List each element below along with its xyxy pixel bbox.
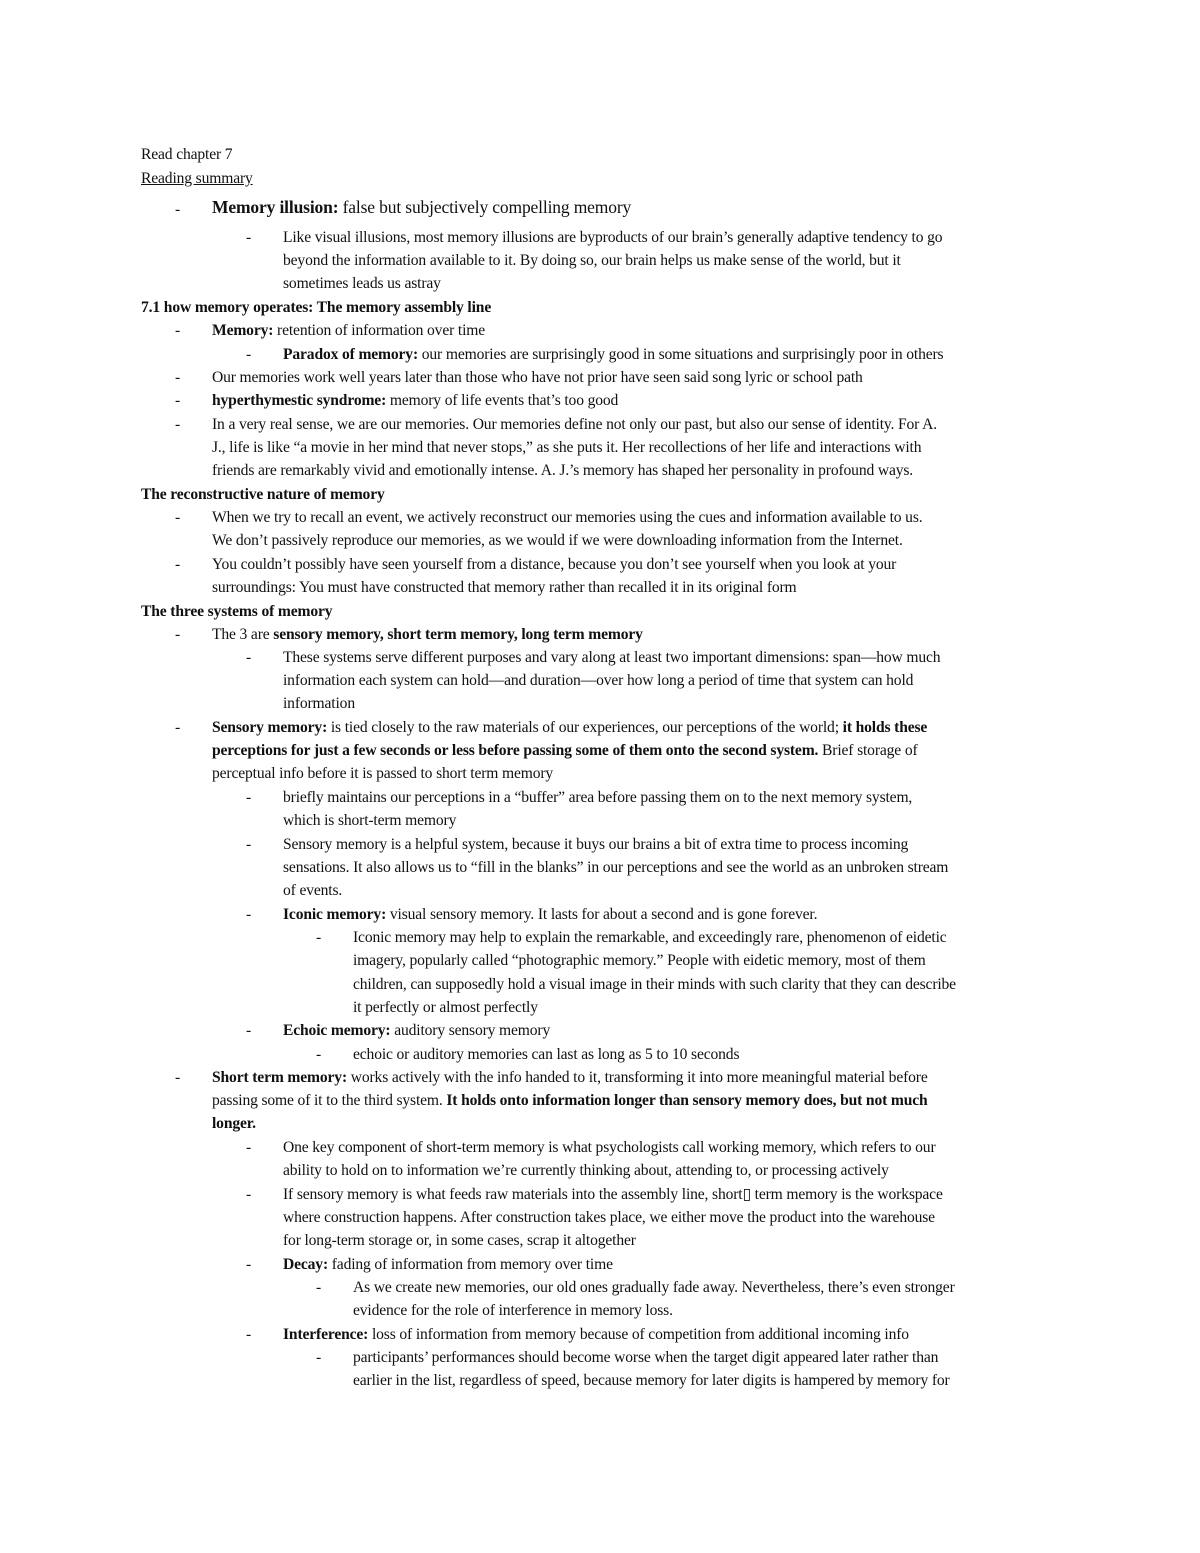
- text-line: [212, 366, 863, 389]
- text-span: briefly maintains our perceptions in a “buffer” area before passing them on to the next memory system,: [283, 789, 913, 806]
- text-line: [283, 1183, 943, 1206]
- text-span: children, can supposedly hold a visual image in their minds with such clarity that they can describe: [353, 976, 956, 993]
- text-line: [283, 856, 948, 879]
- bold-term: longer.: [212, 1115, 256, 1132]
- text-line: [212, 196, 631, 219]
- text-line: [212, 506, 923, 529]
- bold-term: Short term memory:: [212, 1069, 347, 1086]
- bold-term: sensory memory, short term memory, long term memory: [273, 626, 643, 643]
- text-line: [283, 1019, 550, 1042]
- text-line: [353, 1369, 950, 1392]
- text-span: The 3 are: [212, 626, 274, 643]
- text-line: [212, 319, 485, 342]
- bullet-dash: -: [246, 1139, 252, 1156]
- text-line: [212, 623, 643, 646]
- text-line: [283, 1323, 909, 1346]
- text-span: participants’ performances should become worse when the target digit appeared later rather than: [353, 1349, 939, 1366]
- text-line: [212, 576, 797, 599]
- text-line: [353, 996, 538, 1019]
- bullet-dash: -: [246, 836, 252, 853]
- text-span: fading of information from memory over time: [328, 1256, 613, 1273]
- text-line: [283, 692, 355, 715]
- text-span: visual sensory memory. It lasts for about a second and is gone forever.: [386, 906, 818, 923]
- text-line: [212, 413, 937, 436]
- text-line: [212, 739, 918, 762]
- text-line: [353, 1043, 739, 1066]
- text-line: [283, 1136, 936, 1159]
- text-line: [212, 1089, 928, 1112]
- text-line: [141, 483, 385, 506]
- bold-term: it holds these: [842, 719, 928, 736]
- text-span: Sensory memory is a helpful system, because it buys our brains a bit of extra time to process incoming: [283, 836, 909, 853]
- text-line: [353, 926, 947, 949]
- bullet-dash: -: [175, 392, 181, 409]
- text-line: [353, 949, 926, 972]
- text-line: [212, 529, 903, 552]
- bullet-dash: -: [246, 1186, 252, 1203]
- bullet-dash: -: [316, 929, 322, 946]
- text-span: echoic or auditory memories can last as long as 5 to 10 seconds: [353, 1046, 740, 1063]
- text-span: which is short-term memory: [283, 812, 457, 829]
- text-line: [283, 646, 940, 669]
- bold-term: It holds onto information longer than sensory memory does, but not much: [446, 1092, 928, 1109]
- text-line: [353, 1276, 955, 1299]
- text-line: [283, 249, 901, 272]
- bullet-dash: -: [175, 416, 181, 433]
- text-span: it perfectly or almost perfectly: [353, 999, 538, 1016]
- text-span: information: [283, 695, 355, 712]
- text-line: [283, 343, 943, 366]
- text-line: [212, 762, 553, 785]
- text-span: of events.: [283, 882, 343, 899]
- bullet-dash: -: [246, 1022, 252, 1039]
- bold-term: Sensory memory:: [212, 719, 328, 736]
- bullet-dash: -: [316, 1046, 322, 1063]
- text-span: loss of information from memory because of competition from additional incoming info: [368, 1326, 909, 1343]
- text-span: information each system can hold—and duration—over how long a period of time that system can hold: [283, 672, 914, 689]
- text-line: [212, 389, 618, 412]
- bullet-dash: -: [246, 906, 252, 923]
- text-line: [353, 1346, 938, 1369]
- bold-term: Interference:: [283, 1326, 369, 1343]
- bullet-dash: -: [246, 1256, 252, 1273]
- bullet-dash: -: [246, 649, 252, 666]
- text-line: [283, 903, 817, 926]
- text-span: evidence for the role of interference in memory loss.: [353, 1302, 673, 1319]
- text-line: [283, 1206, 935, 1229]
- bullet-dash: -: [246, 1326, 252, 1343]
- bold-term: perceptions for just a few seconds or less before passing some of them onto the second system.: [212, 742, 819, 759]
- text-span: One key component of short-term memory is what psychologists call working memory, which refers to our: [283, 1139, 936, 1156]
- text-span: passing some of it to the third system.: [212, 1092, 447, 1109]
- document-title: Read chapter 7: [141, 146, 233, 163]
- text-span: friends are remarkably vivid and emotionally intense. A. J.’s memory has shaped her personality in profound ways.: [212, 462, 914, 479]
- text-line: [353, 1299, 673, 1322]
- text-span: retention of information over time: [273, 322, 485, 339]
- text-span: for long-term storage or, in some cases, scrap it altogether: [283, 1232, 636, 1249]
- text-span: false but subjectively compelling memory: [338, 197, 632, 217]
- bold-term: Memory illusion:: [212, 197, 339, 217]
- text-line: [283, 1159, 889, 1182]
- text-span: is tied closely to the raw materials of our experiences, our perceptions of the world;: [327, 719, 843, 736]
- text-line: [283, 879, 342, 902]
- text-line: [283, 786, 912, 809]
- bullet-dash: -: [175, 626, 181, 643]
- text-span: works actively with the info handed to it, transforming it into more meaningful material before: [347, 1069, 928, 1086]
- bullet-dash: -: [175, 1069, 181, 1086]
- text-span: earlier in the list, regardless of speed, because memory for later digits is hampered by memory for: [353, 1372, 950, 1389]
- reading-summary-heading: Reading summary: [141, 170, 253, 187]
- text-span: In a very real sense, we are our memories. Our memories define not only our past, but also our sense of identity. For A.: [212, 416, 937, 433]
- text-span: Like visual illusions, most memory illusions are byproducts of our brain’s generally adaptive tendency to go: [283, 229, 943, 246]
- bold-term: The three systems of memory: [141, 603, 333, 620]
- text-line: [353, 973, 956, 996]
- text-span: J., life is like “a movie in her mind that never stops,” as she puts it. Her recollections of her life and interactions with: [212, 439, 922, 456]
- text-line: [212, 436, 921, 459]
- text-line: [212, 1112, 256, 1135]
- text-span: When we try to recall an event, we actively reconstruct our memories using the cues and information available to us.: [212, 509, 923, 526]
- bullet-dash: -: [246, 346, 252, 363]
- text-span: As we create new memories, our old ones gradually fade away. Nevertheless, there’s even stronger: [353, 1279, 955, 1296]
- bold-term: Memory:: [212, 322, 274, 339]
- text-span: ability to hold on to information we’re currently thinking about, attending to, or processing actively: [283, 1162, 889, 1179]
- bullet-dash: -: [246, 789, 252, 806]
- bold-term: hyperthymestic syndrome:: [212, 392, 387, 409]
- text-span: memory of life events that’s too good: [386, 392, 619, 409]
- bullet-dash: -: [175, 201, 181, 218]
- text-line: [283, 1253, 613, 1276]
- text-span: Iconic memory may help to explain the remarkable, and exceedingly rare, phenomenon of eidetic: [353, 929, 947, 946]
- bullet-dash: -: [316, 1349, 322, 1366]
- bullet-dash: -: [246, 229, 252, 246]
- text-span: where construction happens. After construction takes place, we either move the product into the warehouse: [283, 1209, 935, 1226]
- text-span: imagery, popularly called “photographic memory.” People with eidetic memory, most of them: [353, 952, 926, 969]
- text-span: sensations. It also allows us to “fill in the blanks” in our perceptions and see the world as an unbroken stream: [283, 859, 949, 876]
- text-span: Brief storage of: [818, 742, 918, 759]
- bullet-dash: -: [175, 556, 181, 573]
- text-line: [212, 716, 927, 739]
- bullet-dash: -: [316, 1279, 322, 1296]
- text-line: [283, 1229, 636, 1252]
- text-line: [212, 459, 913, 482]
- bullet-dash: -: [175, 719, 181, 736]
- text-line: [283, 272, 441, 295]
- text-line: [141, 296, 491, 319]
- text-line: [212, 1066, 928, 1089]
- bullet-dash: -: [175, 369, 181, 386]
- text-span: our memories are surprisingly good in some situations and surprisingly poor in others: [418, 346, 944, 363]
- text-span: Our memories work well years later than those who have not prior have seen said song lyric or school path: [212, 369, 863, 386]
- text-line: [283, 226, 942, 249]
- text-span: beyond the information available to it. By doing so, our brain helps us make sense of the world, but it: [283, 252, 901, 269]
- text-span: perceptual info before it is passed to short term memory: [212, 765, 554, 782]
- text-line: [283, 669, 913, 692]
- text-line: [283, 809, 456, 832]
- bold-term: Iconic memory:: [283, 906, 387, 923]
- bullet-dash: -: [175, 509, 181, 526]
- bold-term: Paradox of memory:: [283, 346, 419, 363]
- text-line: [141, 600, 332, 623]
- text-span: surroundings: You must have constructed that memory rather than recalled it in its original form: [212, 579, 797, 596]
- bold-term: Echoic memory:: [283, 1022, 391, 1039]
- text-span: These systems serve different purposes and vary along at least two important dimensions: span—how much: [283, 649, 941, 666]
- bold-term: Decay:: [283, 1256, 328, 1273]
- text-span: You couldn’t possibly have seen yourself from a distance, because you don’t see yourself when you look at your: [212, 556, 897, 573]
- text-span: auditory sensory memory: [390, 1022, 551, 1039]
- text-span: If sensory memory is what feeds raw materials into the assembly line, short▯ term memory is the workspace: [283, 1186, 943, 1203]
- text-span: We don’t passively reproduce our memories, as we would if we were downloading information from the Internet.: [212, 532, 903, 549]
- text-line: [283, 833, 908, 856]
- bullet-dash: -: [175, 322, 181, 339]
- bold-term: 7.1 how memory operates: The memory assembly line: [141, 299, 492, 316]
- bold-term: The reconstructive nature of memory: [141, 486, 385, 503]
- text-line: [212, 553, 896, 576]
- text-span: sometimes leads us astray: [283, 275, 441, 292]
